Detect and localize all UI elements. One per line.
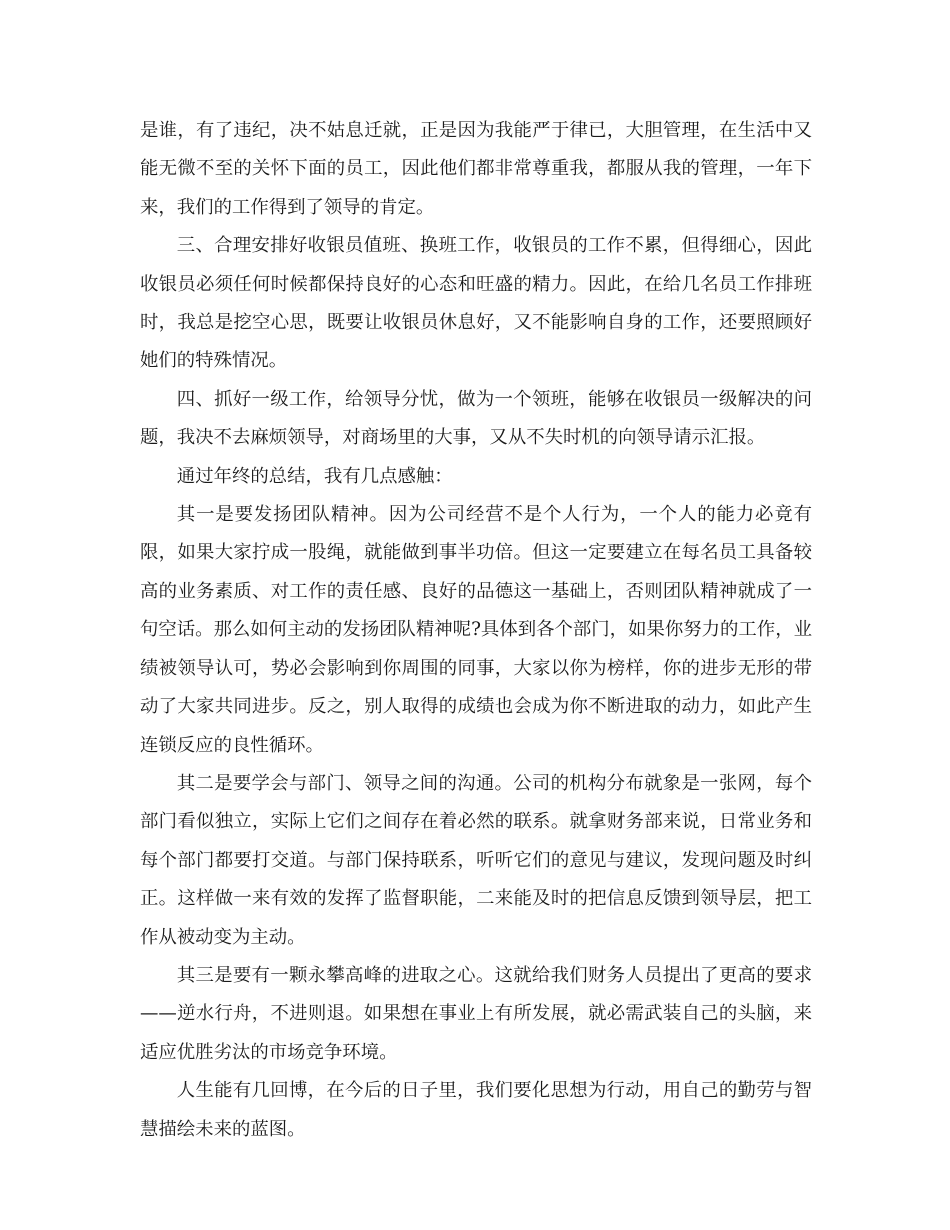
paragraph-7: 其三是要有一颗永攀高峰的进取之心。这就给我们财务人员提出了更高的要求——逆水行舟，不进则退。如果想在事业上有所发展，就必需武装自己的头脑，来适应优胜劣汰的市场竞争环境。 — [140, 964, 812, 1063]
paragraph-3: 四、抓好一级工作，给领导分忧，做为一个领班，能够在收银员一级解决的问题，我决不去麻烦领导，对商场里的大事，又从不失时机的向领导请示汇报。 — [140, 388, 812, 449]
paragraph-4: 通过年终的总结，我有几点感触： — [176, 465, 453, 487]
paragraph-1: 是谁，有了违纪，决不姑息迁就，正是因为我能严于律已，大胆管理，在生活中又能无微不至的关怀下面的员工，因此他们都非常尊重我，都服从我的管理，一年下来，我们的工作得到了领导的肯定。 — [140, 120, 812, 218]
paragraph-8: 人生能有几回博，在今后的日子里，我们要化思想为行动，用自己的勤劳与智慧描绘未来的蓝图。 — [140, 1080, 812, 1140]
paragraph-6: 其二是要学会与部门、领导之间的沟通。公司的机构分布就象是一张网，每个部门看似独立，实际上它们之间存在着必然的联系。就拿财务部来说，日常业务和每个部门都要打交道。与部门保持联系，听听它们的意见与建议，发现问题及时纠正。这样做一来有效的发挥了监督职能，二来能及时的把信息反馈到领导层，把工作从被动变为主动。 — [140, 772, 812, 948]
paragraph-2: 三、合理安排好收银员值班、换班工作，收银员的工作不累，但得细心，因此收银员必须任何时候都保持良好的心态和旺盛的精力。因此，在给几名员工作排班时，我总是挖空心思，既要让收银员休息好，又不能影响自身的工作，还要照顾好她们的特殊情况。 — [140, 235, 812, 372]
document-body — [140, 112, 812, 1149]
paragraph-5: 其一是要发扬团队精神。因为公司经营不是个人行为，一个人的能力必竟有限，如果大家拧成一股绳，就能做到事半功倍。但这一定要建立在每名员工具备较高的业务素质、对工作的责任感、良好的品德这一基础上，否则团队精神就成了一句空话。那么如何主动的发扬团队精神呢?具体到各个部门，如果你努力的工作，业绩被领导认可，势必会影响到你周围的同事，大家以你为榜样，你的进步无形的带动了大家共同进步。反之，别人取得的成绩也会成为你不断进取的动力，如此产生连锁反应的良性循环。 — [140, 504, 812, 756]
